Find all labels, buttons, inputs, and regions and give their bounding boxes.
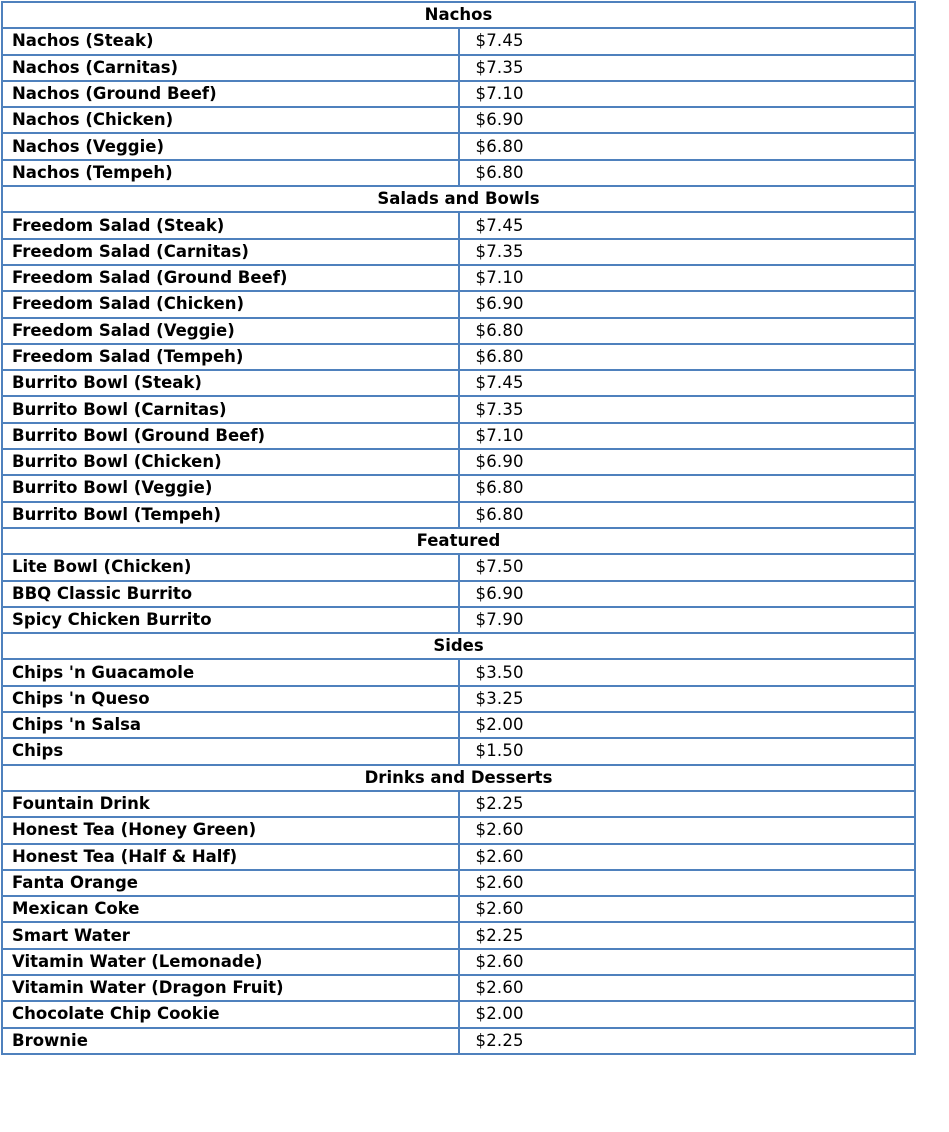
menu-item-row <box>2 975 915 1001</box>
menu-item-name: Freedom Salad (Carnitas) <box>2 239 459 265</box>
section-title: Featured <box>2 528 915 554</box>
menu-item-price: $2.25 <box>459 791 916 817</box>
menu-item-name: Burrito Bowl (Tempeh) <box>2 502 459 528</box>
section-header-row <box>2 633 915 659</box>
menu-item-name: Burrito Bowl (Carnitas) <box>2 396 459 422</box>
menu-item-name: Burrito Bowl (Steak) <box>2 370 459 396</box>
menu-item-price: $7.35 <box>459 55 916 81</box>
menu-item-row <box>2 133 915 159</box>
menu-item-price: $2.60 <box>459 975 916 1001</box>
menu-item-row <box>2 291 915 317</box>
menu-item-row <box>2 449 915 475</box>
menu-item-price: $3.50 <box>459 659 916 685</box>
menu-item-price: $6.80 <box>459 475 916 501</box>
menu-item-row <box>2 554 915 580</box>
menu-item-row <box>2 1001 915 1027</box>
menu-item-name: Fanta Orange <box>2 870 459 896</box>
menu-item-price: $7.35 <box>459 396 916 422</box>
menu-item-row <box>2 607 915 633</box>
section-title: Salads and Bowls <box>2 186 915 212</box>
menu-item-name: Spicy Chicken Burrito <box>2 607 459 633</box>
menu-item-row <box>2 55 915 81</box>
menu-item-name: Mexican Coke <box>2 896 459 922</box>
menu-item-price: $7.35 <box>459 239 916 265</box>
menu-item-row <box>2 659 915 685</box>
menu-item-price: $7.90 <box>459 607 916 633</box>
menu-item-name: Honest Tea (Half & Half) <box>2 844 459 870</box>
menu-item-name: Chips 'n Queso <box>2 686 459 712</box>
menu-item-price: $2.25 <box>459 922 916 948</box>
menu-item-row <box>2 686 915 712</box>
menu-item-price: $6.80 <box>459 502 916 528</box>
menu-item-name: Burrito Bowl (Ground Beef) <box>2 423 459 449</box>
menu-item-price: $6.80 <box>459 160 916 186</box>
section-header-row <box>2 186 915 212</box>
section-header-row <box>2 528 915 554</box>
menu-item-name: Vitamin Water (Lemonade) <box>2 949 459 975</box>
menu-item-name: Burrito Bowl (Veggie) <box>2 475 459 501</box>
section-title: Nachos <box>2 2 915 28</box>
menu-item-row <box>2 791 915 817</box>
menu-item-row <box>2 581 915 607</box>
menu-item-row <box>2 475 915 501</box>
menu-item-name: Fountain Drink <box>2 791 459 817</box>
menu-item-price: $2.60 <box>459 844 916 870</box>
menu-item-name: Chips 'n Salsa <box>2 712 459 738</box>
menu-item-price: $6.90 <box>459 291 916 317</box>
menu-item-price: $7.10 <box>459 265 916 291</box>
menu-item-price: $6.90 <box>459 107 916 133</box>
menu-item-row <box>2 212 915 238</box>
menu-item-row <box>2 107 915 133</box>
menu-item-row <box>2 81 915 107</box>
menu-item-price: $2.00 <box>459 712 916 738</box>
menu-item-row <box>2 423 915 449</box>
menu-item-row <box>2 239 915 265</box>
section-title: Drinks and Desserts <box>2 765 915 791</box>
menu-item-price: $3.25 <box>459 686 916 712</box>
menu-item-name: Honest Tea (Honey Green) <box>2 817 459 843</box>
menu-item-name: Burrito Bowl (Chicken) <box>2 449 459 475</box>
menu-item-name: Vitamin Water (Dragon Fruit) <box>2 975 459 1001</box>
menu-item-row <box>2 396 915 422</box>
section-header-row <box>2 765 915 791</box>
menu-table-body <box>2 2 915 1054</box>
menu-item-name: Chips 'n Guacamole <box>2 659 459 685</box>
menu-item-row <box>2 265 915 291</box>
menu-item-price: $7.50 <box>459 554 916 580</box>
menu-item-row <box>2 502 915 528</box>
menu-item-price: $7.10 <box>459 423 916 449</box>
menu-item-name: Smart Water <box>2 922 459 948</box>
menu-item-row <box>2 896 915 922</box>
menu-item-row <box>2 370 915 396</box>
menu-item-name: Nachos (Veggie) <box>2 133 459 159</box>
menu-item-row <box>2 318 915 344</box>
menu-item-price: $6.80 <box>459 318 916 344</box>
menu-item-name: Brownie <box>2 1028 459 1054</box>
menu-item-row <box>2 817 915 843</box>
menu-item-name: Nachos (Chicken) <box>2 107 459 133</box>
menu-item-name: Freedom Salad (Ground Beef) <box>2 265 459 291</box>
menu-item-row <box>2 28 915 54</box>
menu-item-row <box>2 1028 915 1054</box>
menu-item-row <box>2 949 915 975</box>
menu-item-price: $2.60 <box>459 870 916 896</box>
menu-item-row <box>2 344 915 370</box>
menu-item-row <box>2 922 915 948</box>
menu-item-price: $7.45 <box>459 212 916 238</box>
menu-item-name: Freedom Salad (Veggie) <box>2 318 459 344</box>
menu-item-row <box>2 844 915 870</box>
menu-item-name: Chips <box>2 738 459 764</box>
menu-item-price: $1.50 <box>459 738 916 764</box>
menu-item-price: $2.60 <box>459 949 916 975</box>
menu-price-table <box>1 1 916 1055</box>
menu-item-name: Nachos (Ground Beef) <box>2 81 459 107</box>
section-title: Sides <box>2 633 915 659</box>
menu-item-price: $6.80 <box>459 133 916 159</box>
menu-item-price: $2.60 <box>459 896 916 922</box>
menu-item-row <box>2 160 915 186</box>
menu-item-name: Freedom Salad (Tempeh) <box>2 344 459 370</box>
menu-item-name: BBQ Classic Burrito <box>2 581 459 607</box>
menu-item-price: $2.00 <box>459 1001 916 1027</box>
menu-item-price: $6.90 <box>459 581 916 607</box>
menu-item-price: $2.60 <box>459 817 916 843</box>
menu-item-name: Nachos (Carnitas) <box>2 55 459 81</box>
menu-item-row <box>2 738 915 764</box>
menu-item-price: $7.10 <box>459 81 916 107</box>
menu-item-row <box>2 712 915 738</box>
menu-item-price: $6.90 <box>459 449 916 475</box>
menu-item-price: $7.45 <box>459 370 916 396</box>
menu-item-name: Freedom Salad (Steak) <box>2 212 459 238</box>
menu-item-price: $2.25 <box>459 1028 916 1054</box>
menu-item-name: Nachos (Steak) <box>2 28 459 54</box>
menu-item-name: Lite Bowl (Chicken) <box>2 554 459 580</box>
menu-item-name: Chocolate Chip Cookie <box>2 1001 459 1027</box>
section-header-row <box>2 2 915 28</box>
menu-item-name: Nachos (Tempeh) <box>2 160 459 186</box>
menu-item-price: $7.45 <box>459 28 916 54</box>
menu-item-row <box>2 870 915 896</box>
menu-item-name: Freedom Salad (Chicken) <box>2 291 459 317</box>
menu-item-price: $6.80 <box>459 344 916 370</box>
